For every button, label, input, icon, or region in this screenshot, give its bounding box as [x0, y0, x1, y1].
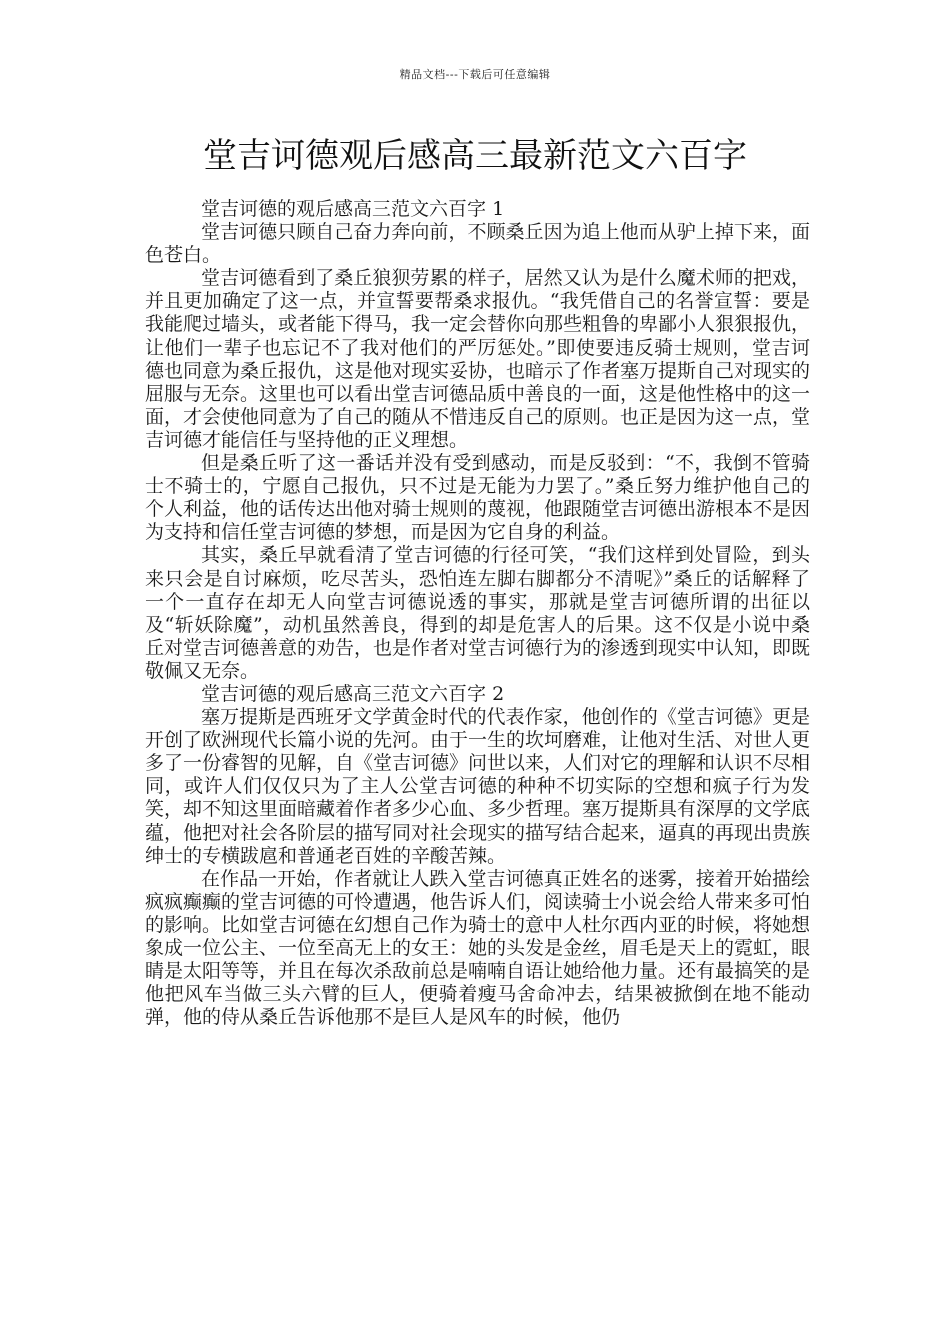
section-heading-2: 堂吉诃德的观后感高三范文六百字 2 [201, 682, 505, 705]
paragraph: 堂吉诃德看到了桑丘狼狈劳累的样子，居然又认为是什么魔术师的把戏，并且更加确定了这一点，并宣誓要帮桑求报仇。“我凭借自己的名誉宣誓：要是我能爬过墙头，或者能下得马，我一定会替你向那些粗鲁的卑鄙小人狠狠报仇，让他们一辈子也忘记不了我对他们的严厉惩处。”即使要违反骑士规则，堂吉诃德也同意为桑丘报仇，这是他对现实妥协，也暗示了作者塞万提斯自己对现实的屈服与无奈。这里也可以看出堂吉诃德品质中善良的一面，这是他性格中的这一面，才会使他同意为了自己的随从不惜违反自己的原则。也正是因为这一点，堂吉诃德才能信任与坚持他的正义理想。 [145, 267, 811, 451]
paragraph: 其实，桑丘早就看清了堂吉诃德的行径可笑，“我们这样到处冒险，到头来只会是自讨麻烦，吃尽苦头，恐怕连左脚右脚都分不清呢》”桑丘的话解释了一个一直存在却无人向堂吉诃德说透的事实，那就是堂吉诃德所谓的出征以及“斩妖除魔”，动机虽然善良，得到的却是危害人的后果。这不仅是小说中桑丘对堂吉诃德善意的劝告，也是作者对堂吉诃德行为的渗透到现实中认知，即既敬佩又无奈。 [145, 544, 811, 682]
page-title: 堂吉诃德观后感高三最新范文六百字 [203, 136, 747, 176]
paragraph: 塞万提斯是西班牙文学黄金时代的代表作家，他创作的《堂吉诃德》更是开创了欧洲现代长篇小说的先河。由于一生的坎坷磨难，让他对生活、对世人更多了一份睿智的见解，自《堂吉诃德》问世以来，人们对它的理解和认识不尽相同，或许人们仅仅只为了主人公堂吉诃德的种种不切实际的空想和疯子行为发笑，却不知这里面暗藏着作者多少心血、多少哲理。塞万提斯具有深厚的文学底蕴，他把对社会各阶层的描写同对社会现实的描写结合起来，逼真的再现出贵族绅士的专横跋扈和普通老百姓的辛酸苦辣。 [145, 706, 811, 867]
paragraph: 堂吉诃德只顾自己奋力奔向前，不顾桑丘因为追上他而从驴上掉下来，面色苍白。 [145, 221, 810, 267]
paragraph: 但是桑丘听了这一番话并没有受到感动，而是反驳到：“不，我倒不管骑士不骑士的，宁愿自己报仇，只不过是无能为力罢了。”桑丘努力维护他自己的个人利益，他的话传达出他对骑士规则的蔑视，他跟随堂吉诃德出游根本不是因为支持和信任堂吉诃德的梦想，而是因为它自身的利益。 [145, 452, 811, 544]
header-note: 精品文档---下载后可任意编辑 [399, 68, 551, 81]
section-heading-1: 堂吉诃德的观后感高三范文六百字 1 [201, 198, 505, 220]
document-body [145, 198, 810, 1029]
paragraph: 在作品一开始，作者就让人跌入堂吉诃德真正姓名的迷雾，接着开始描绘疯疯癫癫的堂吉诃德的可怜遭遇，他告诉人们，阅读骑士小说会给人带来多可怕的影响。比如堂吉诃德在幻想自己作为骑士的意中人杜尔西内亚的时候，将她想象成一位公主、一位至高无上的女王：她的头发是金丝，眉毛是天上的霓虹，眼睛是太阳等等，并且在每次杀敌前总是喃喃自语让她给他力量。还有最搞笑的是他把风车当做三头六臂的巨人，便骑着瘦马舍命冲去，结果被掀倒在地不能动弹，他的侍从桑丘告诉他那不是巨人是风车的时候，他仍 [145, 867, 811, 1029]
